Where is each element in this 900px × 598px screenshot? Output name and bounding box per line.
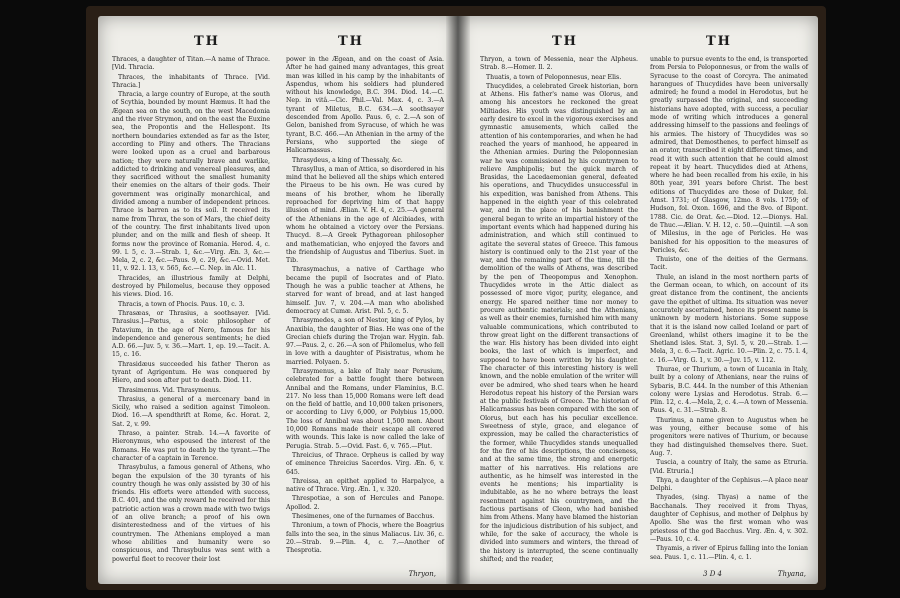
right-page-signature: 3 D 4 [703,570,722,578]
entry-paragraph: Thracis, a town of Phocis. Paus. 10, c. 3. [118,300,245,308]
left-page-header-1: TH [194,34,220,49]
left-page-catchword: Thryon, [408,570,436,578]
entry-paragraph: Thurinus, a name given to Augustus when he was young, either because some of his progenitors were natives of Thurium, or because they had distinguished themselves there. Suet. Aug. 7. [650,416,808,457]
right-page-header-1: TH [552,34,578,49]
open-book [86,6,826,590]
entry-paragraph: Thrasymedes, a son of Nestor, king of Pylos, by Anaxibia, the daughter of Bias. He was one of the Grecian chiefs during the Trojan war. Hygin. fab. 97.—Paus. 2, c. 26.—A son of Philomelus, who fell in love with a daughter of Pisistratus, whom he married. Polyaen. 5. [286,317,444,366]
entry-paragraph: Thrasius, a general of a mercenary band in Sicily, who raised a sedition against Timoleon. Diod. 16.—A spendthrift at Rome, &c. Horat. 2, Sat. 2, v. 99. [112,395,270,428]
entry-paragraph: Thracia, a large country of Europe, at the south of Scythia, bounded by mount Hæmus. It had the Ægean sea on the south, on the west Macedonia and the river Strymon, and on the east the Euxine sea, the Propontis and the Hellespont. Its northern boundaries extended as far as the Ister, according to Pliny and others. The Thracians were looked upon as a cruel and barbarous nation; they were naturally brave and warlike, addicted to drinking and venereal pleasures, and they sacrificed without the smallest humanity their enemies on the altars of their gods. Their government was originally monarchical, and divided among a number of independent princes. Thrace is barren as to its soil. It received its name from Thrax, the son of Mars, the chief deity of the country. The first inhabitants lived upon plunder, and on the milk and flesh of sheep. It forms now the province of Romania. Herod. 4, c. 99. l. 5, c. 3.—Strab. 1, &c.—Virg. Æn. 3, &c.—Mela, 2, c. 2, &c.—Paus. 9, c. 29, &c.—Ovid. Met. 11, v. 92. l. 13, v. 565, &c.—C. Nep. in Alc. 11. [112,91,270,273]
entry-paragraph: Thya, a daughter of the Cephisus.—A place near Delphi. [650,476,808,493]
entry-paragraph: Thryon, a town of Messenia, near the Alpheus. Strab. 8.—Homer. Il. 2. [480,56,638,72]
right-page-catchword: Thyana, [777,570,806,578]
entry-paragraph: Thuisto, one of the deities of the Germans. Tacit. [650,256,808,272]
entry-paragraph: Thrasidæus succeeded his father Theron as tyrant of Agrigentum. He was conquered by Hiero, and soon after put to death. Diod. 11. [112,360,270,385]
entry-paragraph: Thucydides, a celebrated Greek historian, born at Athens. His father's name was Olorus, and among his ancestors he reckoned the great Miltiades. His youth was distinguished by an early desire to excel in the vigorous exercises and gymnastic amusements, which called the attention of his contemporaries, and when he had reached the years of manhood, he appeared in the Athenian armies. During the Peloponnesian war he was commissioned by his countrymen to relieve Amphipolis; but the quick march of Brasidas, the Lacedaemonian general, defeated his operations, and Thucydides unsuccessful in his expedition, was banished from Athens. This happened in the eighth year of this celebrated war, and in the place of his banishment the general began to write an impartial history of the important events which had happened during his administration, and which still continued to agitate the several states of Greece. This famous history is continued only to the 21st year of the war, and the remaining part of the time, till the demolition of the walls of Athens, was described by the pen of Theopompus and Xenophon. Thucydides wrote in the Attic dialect as possessed of more vigor, purity, elegance, and energy. He spared neither time nor money to procure authentic materials; and the Athenians, as well as their enemies, furnished him with many valuable communications, which contributed to throw great light on the different transactions of the war. His history has been divided into eight books, the last of which is imperfect, and supposed to have been written by his daughter. The character of this interesting history is well known, and the noble emulation of the writer will ever be admired, who shed tears when he heard Herodotus repeat his history of the Persian wars at the public festivals of Greece. The historian of Halicarnassus has been compared with the son of Olorus, but each has his peculiar excellence. Sweetness of style, grace, and elegance of expression, may be called the characteristics of the former, while Thucydides stands unequalled for the fire of his descriptions, the conciseness, and at the same time, the strong and energetic matter of his narratives. His relations are authentic, as he himself was interested in the events he mentions; his impartiality is indubitable, as he no where betrays the least resentment against his countrymen, and the factious partisans of Cleon, who had banished him from Athens. Many have blamed the historian for the injudicious distribution of his subject, and while, for the sake of accuracy, the whole is divided into summers and winters, the thread of the history is interrupted, the scene continually shifted; and the reader, [480,82,639,563]
entry-paragraph: Thraces, a daughter of Titan.—A name of Thrace. [Vid. Thracia. [112,56,270,72]
entry-paragraph: Thraso, a painter. Strab. 14.—A favorite of Hieronymus, who espoused the interest of the Romans. He was put to death by the tyrant.—The character of a captain in Terence. [112,430,270,462]
left-page [98,16,458,584]
entry-paragraph: Threicius, of Thrace. Orpheus is called by way of eminence Threicius Sacerdos. Virg. Æn. 6, v. 645. [286,451,444,476]
entry-paragraph: Thyamis, a river of Epirus falling into the Ionian sea. Paus. 1, c. 11.—Plin. 4, c. 1. [650,545,808,561]
entry-paragraph: Threissa, an epithet applied to Harpalyce, a native of Thrace. Virg. Æn. 1, v. 320. [286,477,444,494]
right-page-header-2: TH [706,34,732,49]
entry-paragraph: Thuatis, a town of Peloponnesus, near Elis. [486,73,622,81]
entry-paragraph: Thrasymachus, a native of Carthage who became the pupil of Isocrates and of Plato. Though he was a public teacher at Athens, he starved for want of bread, and at last hanged himself. Juv. 7, v. 204.—A man who abolished democracy at Cumæ. Arist. Pol. 5, c. 5. [286,266,444,315]
entry-paragraph: Thrasyllus, a man of Attica, so disordered in his mind that he believed all the ships which entered the Piraeus to be his own. He was cured by means of his brother, whom he liberally reproached for depriving him of that happy illusion of mind. Ælian. V. H. 4, c. 25.—A general of the Athenians in the age of Alcibiades, with whom he obtained a victory over the Persians. Thucyd. 8.—A Greek Pythagorean philosopher and mathematician, who enjoyed the favors and the friendship of Augustus and Tiberius. Suet. in Tib. [286,165,444,265]
entry-paragraph: Thrasybulus, a famous general of Athens, who began the expulsion of the 30 tyrants of his country though he was only assisted by 30 of his friends. His efforts were attended with success, B.C. 401, and the only reward he received for this patriotic action was a crown made with two twigs of an olive branch; a proof of his own disinterestedness and of the virtues of his countrymen. The Athenians employed a man whose abilities and humanity were so conspicuous, and Thrasybulus was sent with a powerful fleet to recover their lost [112,464,270,563]
left-page-header-2: TH [338,34,364,49]
entry-paragraph: Threspotiae, a son of Hercules and Panope. Apollod. 2. [286,495,444,511]
entry-paragraph: Thraces, the inhabitants of Thrace. [Vid. Thracia.] [112,73,270,89]
entry-paragraph: Thrasimenus. Vid. Thrasymenus. [118,386,221,394]
entry-paragraph: Thronium, a town of Phocis, where the Boagrius falls into the sea, in the sinus Maliacus. Liv. 36, c. 20.—Strab. 9.—Plin. 4, c. 7.—Another of Thesprotia. [286,522,444,555]
left-page-column-2 [286,56,444,557]
right-page [458,16,818,584]
entry-paragraph: Thyades, (sing. Thyas) a name of the Bacchanals. They received it from Thyas, daughter of Cephisus, and mother of Delphus by Apollo. She was the first woman who was priestess of the god Bacchus. Virg. Æn. 4, v. 302.—Paus. 10, c. 4. [650,494,808,543]
entry-paragraph: Thrasymenus, a lake of Italy near Perusium, celebrated for a battle fought there between Annibal and the Romans, under Flaminius, B.C. 217. No less than 15,000 Romans were left dead on the field of battle, and 10,000 taken prisoners, or according to Livy 6,000, or Polybius 15,000. The loss of Annibal was about 1,500 men. About 10,000 Romans made their escape all covered with wounds. This lake is now called the lake of Perugia. Strab. 5.—Ovid. Fast. 6, v. 765.—Plut. [286,367,444,450]
entry-paragraph: Thrasydeus, a king of Thessaly, &c. [292,156,403,164]
book-gutter [446,16,470,584]
entry-paragraph: Thracides, an illustrious family at Delphi, destroyed by Philomelus, because they opposed his views. Diod. 16. [112,274,270,299]
right-page-column-1 [480,56,638,565]
entry-paragraph: power in the Ægean, and on the coast of Asia. After he had gained many advantages, this great man was killed in his camp by the inhabitants of Aspendus, whom his soldiers had plundered without his knowledge, B.C. 394. Diod. 14.—C. Nep. in vitâ.—Cic. Phil.—Val. Max. 4, c. 3.—A tyrant of Miletus, B.C. 634.—A soothsayer descended from Apollo. Paus. 6, c. 2.—A son of Gelon, banished from Syracuse, of which he was tyrant, B.C. 466.—An Athenian in the army of the Persians, who supported the siege of Halicarnassus. [286,56,444,155]
entry-paragraph: Thule, an island in the most northern parts of the German ocean, to which, on account of its great distance from the continent, the ancients gave the epithet of ultima. Its situation was never accurately ascertained, hence its present name is unknown by modern historians. Some suppose that it is the island now called Iceland or part of Greenland, whilst others imagine it to be the Shetland isles. Stat. 3, Syl. 5, v. 20.—Strab. 1.—Mela, 3, c. 6.—Tacit. Agric. 10.—Plin. 2, c. 75. l. 4, c. 16.—Virg. G. 1, v. 30.—Juv. 15, v. 112. [650,273,808,364]
left-page-column-1 [112,56,270,565]
entry-paragraph: Thesimenes, one of the furnames of Bacchus. [292,513,435,521]
entry-paragraph: unable to pursue events to the end, is transported from Persia to Peloponnesus, or from the walls of Syracuse to the coast of Corcyra. The animated harangues of Thucydides have been universally admired; he found a model in Herodotus, but he greatly surpassed the original, and succeeding historians have adopted, with success, a peculiar mode of writing which introduces a general addressing himself to the passions and feelings of his armies. The history of Thucydides was so admired, that Demosthenes, to perfect himself as an orator, transcribed it eight different times, and read it with such attention that he could almost repeat it by heart. Thucydides died at Athens, where he had been recalled from his exile, in his 80th year, 391 years before Christ. The best editions of Thucydides are those of Duker, fol. Amst. 1731; of Glasgow, 12mo. 8 vols. 1759; of Hudson, fol. Oxon. 1696, and the 8vo. of Bipont. 1788. Cic. de Orat. &c.—Diod. 12.—Dionys. Hal. de Thuc.—Ælian. V. H. 12, c. 50.—Quintil. —A son of Milesius, in the age of Pericles. He was banished for his opposition to the measures of Pericles, &c. [650,56,808,254]
entry-paragraph: Thurae, or Thurium, a town of Lucania in Italy, built by a colony of Athenians, near the ruins of Sybaris, B.C. 444. In the number of this Athenian colony were Lysias and Herodotus. Strab. 6.—Plin. 12, c. 4.—Mela, 2, c. 4.—A town of Messenia. Paus. 4, c. 31.—Strab. 8. [650,365,808,415]
entry-paragraph: Tuscia, a country of Italy, the same as Etruria. [Vid. Etruria.] [650,459,808,475]
right-page-column-2 [650,56,808,563]
entry-paragraph: Thrasæas, or Thrasius, a soothsayer. [Vid. Thrasius.]—Pætus, a stoic philosopher of Patavium, in the age of Nero, famous for his independence and generous sentiments; he died A.D. 66.—Juv. 5, v. 36.—Mart. 1, ep. 19.—Tacit. A. 15, c. 16. [112,309,270,359]
